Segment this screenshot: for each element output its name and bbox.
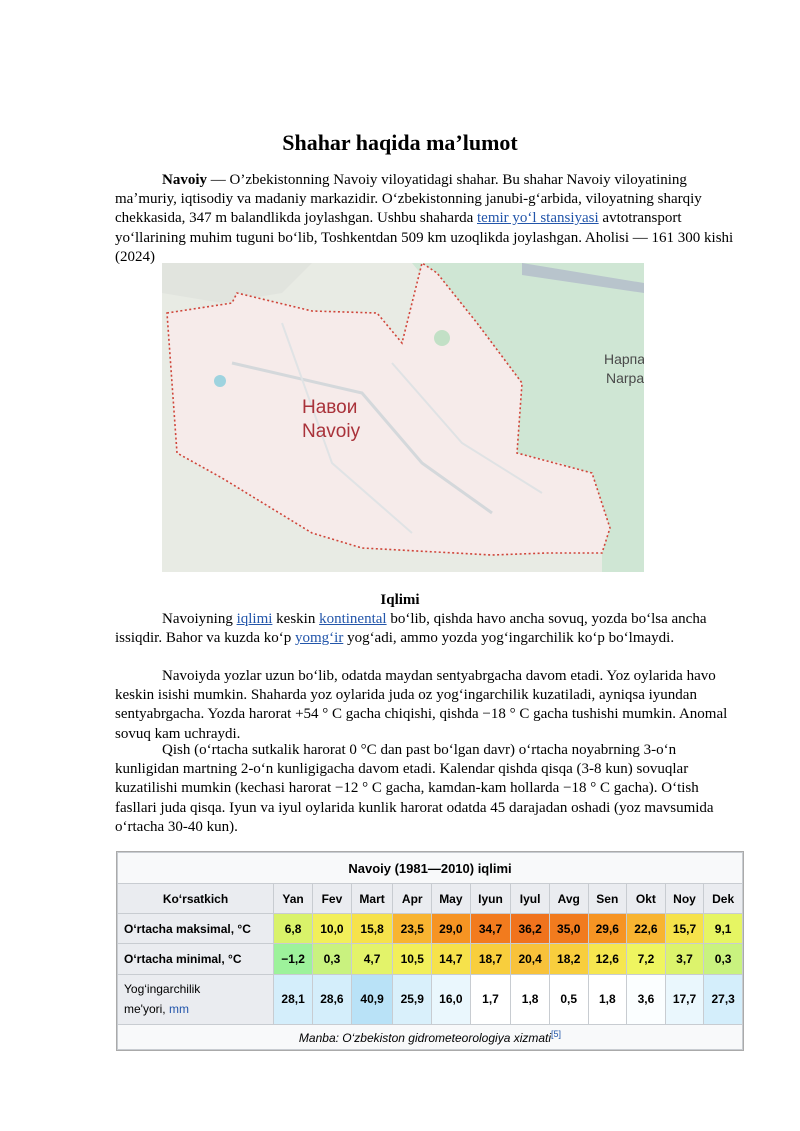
table-cell: 40,9 [351,974,393,1024]
row-label-min: O‘rtacha minimal, °C [118,944,274,974]
intro-text-2: avtotransport yo‘llarining muhim tuguni bo‘lib, Toshkentdan 509 km uzoqlikda joylashgan. Aholisi — 161 300 kishi (2024) [115,210,734,265]
table-cell: 18,2 [549,944,588,974]
table-cell: 1,7 [470,974,511,1024]
table-cell: 1,8 [588,974,627,1024]
section-title-climate: Iqlimi [380,592,420,608]
table-cell: 35,0 [549,913,588,943]
table-cell: 7,2 [627,944,666,974]
month-header: Mart [351,884,393,913]
climate-link[interactable]: iqlimi [236,611,273,627]
table-cell: 29,0 [432,913,471,943]
map-label-ru: Навои [302,397,358,418]
month-header: Iyul [511,884,550,913]
table-source: Manba: O‘zbekiston gidrometeorologiya xizmati[5] [118,1024,743,1049]
table-cell: 9,1 [704,913,743,943]
table-cell: 0,5 [549,974,588,1024]
table-cell: 18,7 [470,944,511,974]
table-cell: 22,6 [627,913,666,943]
table-cell: −1,2 [274,944,313,974]
table-cell: 27,3 [704,974,743,1024]
table-cell: 17,7 [665,974,704,1024]
table-cell: 15,8 [351,913,393,943]
month-header: Iyun [470,884,511,913]
table-cell: 1,8 [511,974,550,1024]
table-cell: 15,7 [665,913,704,943]
page-title: Shahar haqida ma’lumot [282,130,518,155]
continental-link[interactable]: kontinental [319,611,387,627]
row-label-max: O‘rtacha maksimal, °C [118,913,274,943]
mm-link[interactable]: mm [168,1002,189,1017]
table-cell: 20,4 [511,944,550,974]
table-cell: 6,8 [274,913,313,943]
month-header: May [432,884,471,913]
climate-paragraph-3: Qish (o‘rtacha sutkalik harorat 0 °C dan past bo‘lgan davr) o‘rtacha noyabrning 3-o‘n kunligidan martning 2-o‘n kunligigacha davom etadi. Kalendar qishda qisqa (3-8 kun) sovuqlar kuzatilishi mumkin (kechasi harorat −12 ° C gacha, kamdan-kam hollarda −18 ° C gacha). O‘tish fasllari juda qisqa. Iyun va iyul oylarida kunlik harorat odatda 45 darajadan oshadi (yoz mavsumida o‘rtacha 30-40 kun). [115,742,714,835]
table-cell: 0,3 [313,944,352,974]
table-cell: 16,0 [432,974,471,1024]
table-cell: 29,6 [588,913,627,943]
table-cell: 3,7 [665,944,704,974]
intro-text: — O’zbekistonning Navoiy viloyatidagi shahar. Bu shahar Navoiy viloyatining maʼmuriy, iqtisodiy va madaniy markazidir. O‘zbekistonning janubi-g‘arbida, viloyatning sharqiy chekkasida, 347 m balandlikda joylashgan. Ushbu shaharda [115,172,702,227]
table-cell: 0,3 [704,944,743,974]
table-cell: 23,5 [393,913,432,943]
rain-link[interactable]: yomg‘ir [294,630,344,647]
climate-table [116,851,744,1051]
header-label: Ko‘rsatkich [118,884,274,913]
month-header: Apr [393,884,432,913]
month-header: Dek [704,884,743,913]
map-side-label-ru: Нарпа [604,351,644,367]
table-cell: 25,9 [393,974,432,1024]
month-header: Sen [588,884,627,913]
row-label-precip: Yog‘ingarchilik me'yori, mm [118,974,274,1024]
table-cell: 14,7 [432,944,471,974]
table-cell: 10,5 [393,944,432,974]
table-cell: 28,1 [274,974,313,1024]
climate-paragraph-1: Navoiyning iqlimi keskin kontinental bo‘lib, qishda havo ancha sovuq, yozda bo‘lsa ancha issiqdir. Bahor va kuzda ko‘p yomg‘ir yog‘adi, ammo yozda yog‘ingarchilik ko‘p bo‘lmaydi. [115,611,707,647]
table-cell: 28,6 [313,974,352,1024]
month-header: Yan [274,884,313,913]
table-cell: 10,0 [313,913,352,943]
intro-paragraph [115,171,740,267]
table-cell: 36,2 [511,913,550,943]
table-cell: 12,6 [588,944,627,974]
city-map [162,263,644,572]
climate-paragraph-2: Navoiyda yozlar uzun bo‘lib, odatda maydan sentyabrgacha davom etadi. Yoz oylarida havo keskin isishi mumkin. Shaharda yoz oylarida juda oz yog‘ingarchilik kuzatiladi, ayniqsa iyundan sentyabrgacha. Yozda harorat +54 ° C gacha chiqishi, qishda −18 ° C gacha tushishi mumkin. Anomal sovuq kam uchraydi. [115,668,728,742]
railway-station-link[interactable]: temir yo‘l stansiyasi [477,210,599,227]
month-header: Fev [313,884,352,913]
table-cell: 4,7 [351,944,393,974]
month-header: Avg [549,884,588,913]
table-cell: 3,6 [627,974,666,1024]
table-caption: Navoiy (1981—2010) iqlimi [118,853,743,884]
month-header: Okt [627,884,666,913]
month-header: Noy [665,884,704,913]
source-ref[interactable]: [5] [551,1028,562,1039]
intro-bold: Navoiy [162,172,207,188]
table-cell: 34,7 [470,913,511,943]
map-label-uz: Navoiy [302,421,361,442]
map-side-label-uz: Narpa [606,370,644,386]
